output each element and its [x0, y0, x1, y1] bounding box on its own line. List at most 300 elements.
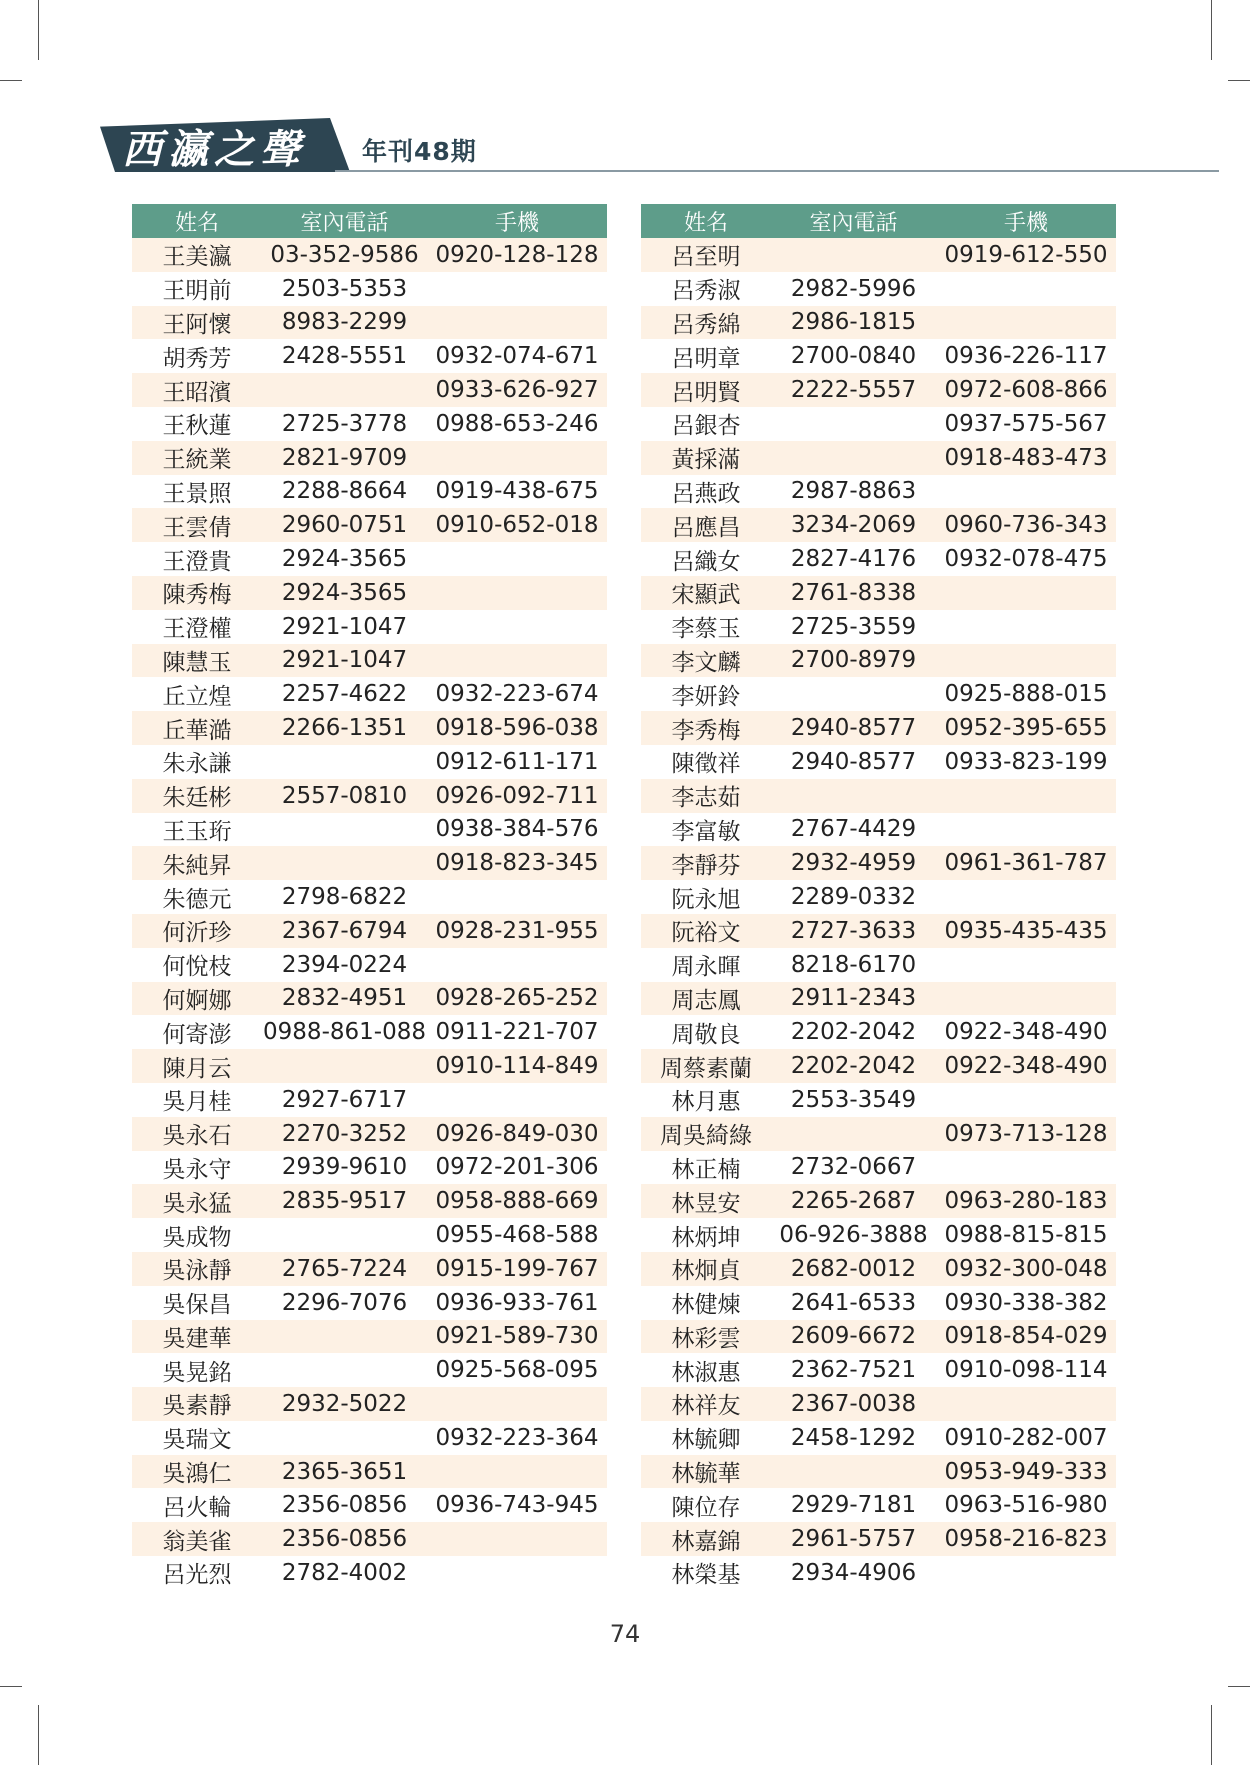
cell-name: 林昱安	[671, 1190, 741, 1217]
cell-mobile	[936, 610, 1116, 644]
cell-mobile	[427, 644, 607, 678]
cell-name: 丘立煌	[162, 683, 232, 710]
cell-mobile	[936, 1387, 1116, 1421]
cell-tel: 2288-8664	[281, 478, 408, 505]
cell-tel: 2921-1047	[281, 647, 408, 674]
cell-name: 李富敏	[671, 818, 741, 845]
table-row	[132, 576, 607, 610]
cell-tel: 2700-8979	[790, 647, 917, 674]
cell-tel: 2257-4622	[281, 681, 408, 708]
cell-name: 呂秀淑	[671, 278, 741, 305]
table-row	[132, 272, 607, 306]
cell-mobile: 0910-114-849	[435, 1053, 599, 1080]
cell-name: 吳月桂	[162, 1089, 232, 1116]
table-row	[132, 846, 607, 880]
cell-tel: 2503-5353	[281, 275, 408, 302]
cell-tel: 2961-5757	[790, 1526, 917, 1553]
cell-name: 李文麟	[671, 649, 741, 676]
cell-name: 丘華澔	[162, 717, 232, 744]
cell-mobile: 0936-226-117	[944, 343, 1108, 370]
crop-mark	[38, 1705, 39, 1765]
cell-mobile: 0918-854-029	[944, 1323, 1108, 1350]
cell-tel: 2782-4002	[281, 1559, 408, 1586]
cell-mobile: 0936-743-945	[435, 1492, 599, 1519]
cell-name: 呂應昌	[671, 514, 741, 541]
table-row	[132, 1556, 607, 1590]
cell-name: 周蔡素蘭	[660, 1055, 752, 1082]
cell-name: 周敬良	[671, 1021, 741, 1048]
table-row	[641, 914, 1116, 948]
table-row	[641, 1488, 1116, 1522]
cell-tel: 2934-4906	[790, 1559, 917, 1586]
cell-tel: 2356-0856	[281, 1492, 408, 1519]
cell-mobile	[427, 1455, 607, 1489]
cell-mobile	[936, 475, 1116, 509]
cell-tel: 2765-7224	[281, 1255, 408, 1282]
page-number: 74	[609, 1620, 641, 1648]
cell-mobile: 0910-282-007	[944, 1424, 1108, 1451]
cell-mobile: 0936-933-761	[435, 1289, 599, 1316]
cell-tel	[262, 745, 427, 779]
table-row	[641, 407, 1116, 441]
table-row	[641, 1320, 1116, 1354]
cell-name: 呂秀綿	[671, 311, 741, 338]
issue-label: 年刊48期	[362, 137, 477, 166]
cell-name: 呂銀杏	[671, 413, 741, 440]
table-row	[132, 948, 607, 982]
table-row	[132, 1387, 607, 1421]
table-row	[132, 1184, 607, 1218]
cell-tel: 2940-8577	[790, 715, 917, 742]
cell-tel: 2727-3633	[790, 917, 917, 944]
cell-mobile: 0955-468-588	[435, 1222, 599, 1248]
cell-mobile	[427, 576, 607, 610]
cell-mobile: 0918-483-473	[944, 444, 1108, 471]
table-row	[132, 644, 607, 678]
cell-mobile: 0958-888-669	[435, 1188, 599, 1215]
table-row	[641, 1218, 1116, 1252]
cell-mobile: 0932-300-048	[944, 1255, 1108, 1282]
cell-name: 翁美雀	[162, 1528, 232, 1555]
table-row	[132, 1218, 607, 1252]
table-row	[641, 711, 1116, 745]
cell-tel: 2266-1351	[281, 715, 408, 742]
cell-mobile: 0932-074-671	[435, 343, 599, 370]
cell-tel: 2798-6822	[281, 884, 408, 911]
cell-name: 王昭濱	[162, 379, 232, 406]
cell-name: 林毓華	[671, 1461, 741, 1488]
cell-mobile: 0963-516-980	[944, 1492, 1108, 1519]
crop-mark	[0, 1686, 22, 1687]
table-row	[132, 982, 607, 1016]
cell-name: 王統業	[162, 447, 232, 474]
cell-name: 吳鴻仁	[162, 1461, 232, 1488]
cell-mobile: 0922-348-490	[944, 1053, 1108, 1080]
cell-name: 王阿懷	[162, 311, 232, 338]
table-row	[132, 711, 607, 745]
cell-name: 呂明賢	[671, 379, 741, 406]
cell-name: 陳位存	[671, 1494, 741, 1521]
table-row	[641, 610, 1116, 644]
cell-name: 呂燕政	[671, 480, 741, 507]
cell-name: 王玉珩	[162, 818, 232, 845]
cell-tel: 2827-4176	[790, 546, 917, 573]
cell-tel: 2725-3559	[790, 613, 917, 640]
cell-name: 吳永守	[162, 1156, 232, 1183]
table-row	[132, 441, 607, 475]
cell-tel: 2270-3252	[281, 1120, 408, 1147]
cell-mobile	[427, 272, 607, 306]
cell-mobile: 0919-612-550	[944, 241, 1108, 268]
cell-tel: 2202-2042	[790, 1019, 917, 1046]
header-tel: 室內電話	[809, 210, 898, 236]
table-row	[132, 508, 607, 542]
cell-name: 林嘉錦	[671, 1528, 741, 1555]
cell-mobile: 0918-823-345	[435, 850, 599, 877]
cell-mobile: 0912-611-171	[435, 748, 599, 775]
cell-mobile: 0918-596-038	[435, 715, 599, 742]
cell-tel: 2362-7521	[790, 1357, 917, 1384]
cell-tel: 2394-0224	[281, 951, 408, 978]
cell-mobile: 0933-626-927	[435, 377, 599, 404]
cell-tel: 2365-3651	[281, 1458, 408, 1485]
table-row	[132, 610, 607, 644]
cell-name: 何悅枝	[162, 954, 232, 981]
cell-name: 吳素靜	[162, 1393, 232, 1420]
cell-tel: 2265-2687	[790, 1188, 917, 1215]
table-row	[641, 846, 1116, 880]
table-row	[132, 880, 607, 914]
table-row	[132, 1320, 607, 1354]
cell-mobile: 0953-949-333	[944, 1458, 1108, 1485]
cell-name: 王澄貴	[162, 548, 232, 575]
cell-mobile: 0963-280-183	[944, 1188, 1108, 1215]
cell-mobile: 0922-348-490	[944, 1019, 1108, 1046]
cell-mobile: 0910-098-114	[944, 1357, 1108, 1384]
cell-name: 何沂珍	[162, 920, 232, 947]
cell-mobile: 0932-078-475	[944, 546, 1108, 573]
cell-tel: 2924-3565	[281, 579, 408, 606]
cell-name: 李秀梅	[671, 717, 741, 744]
cell-name: 朱純昇	[162, 852, 232, 879]
table-row	[641, 1252, 1116, 1286]
cell-tel: 2367-6794	[281, 917, 408, 944]
cell-name: 朱廷彬	[162, 785, 232, 812]
cell-mobile: 0933-823-199	[944, 748, 1108, 775]
table-row	[641, 508, 1116, 542]
cell-name: 吳成物	[162, 1224, 232, 1251]
cell-tel: 8983-2299	[281, 309, 408, 336]
header-mobile: 手機	[1003, 210, 1048, 236]
table-row	[641, 745, 1116, 779]
cell-tel	[771, 1117, 936, 1151]
cell-tel	[262, 846, 427, 880]
cell-tel: 06-926-3888	[779, 1222, 928, 1248]
cell-name: 吳保昌	[162, 1292, 232, 1319]
cell-name: 周志鳳	[671, 987, 741, 1014]
cell-tel: 2761-8338	[790, 579, 917, 606]
cell-mobile	[427, 948, 607, 982]
cell-tel: 2222-5557	[790, 377, 917, 404]
table-row	[132, 1049, 607, 1083]
cell-mobile	[427, 441, 607, 475]
cell-name: 李蔡玉	[671, 616, 741, 643]
table-row	[132, 238, 607, 272]
table-row	[132, 542, 607, 576]
table-row	[641, 576, 1116, 610]
cell-mobile	[427, 880, 607, 914]
cell-tel: 2924-3565	[281, 546, 408, 573]
cell-mobile: 0921-589-730	[435, 1323, 599, 1350]
table-row	[641, 1286, 1116, 1320]
cell-tel: 2557-0810	[281, 782, 408, 809]
cell-mobile: 0988-653-246	[435, 410, 599, 437]
cell-name: 林炯貞	[671, 1258, 741, 1285]
page-header	[100, 110, 1120, 180]
table-row	[641, 1015, 1116, 1049]
cell-tel	[262, 1421, 427, 1455]
cell-tel: 2821-9709	[281, 444, 408, 471]
crop-mark	[1211, 0, 1212, 60]
cell-name: 周永暉	[671, 954, 741, 981]
cell-tel: 2986-1815	[790, 309, 917, 336]
cell-name: 林彩雲	[671, 1325, 741, 1352]
table-row	[132, 1015, 607, 1049]
cell-mobile: 0928-265-252	[435, 985, 599, 1012]
directory-table-left	[132, 204, 607, 1590]
table-row	[132, 779, 607, 813]
cell-tel: 2356-0856	[281, 1526, 408, 1553]
cell-name: 呂光烈	[162, 1562, 232, 1589]
cell-mobile	[936, 948, 1116, 982]
table-header	[641, 204, 1116, 238]
cell-tel	[262, 813, 427, 847]
cell-tel: 2367-0038	[790, 1390, 917, 1417]
cell-tel: 2927-6717	[281, 1086, 408, 1113]
cell-tel: 2929-7181	[790, 1492, 917, 1519]
cell-tel: 2932-4959	[790, 850, 917, 877]
cell-mobile	[427, 1387, 607, 1421]
header-rule	[335, 170, 1219, 172]
cell-name: 王景照	[162, 480, 232, 507]
cell-mobile	[936, 1083, 1116, 1117]
table-row	[641, 272, 1116, 306]
cell-tel: 2289-0332	[790, 884, 917, 911]
cell-name: 林正楠	[671, 1156, 741, 1183]
cell-name: 呂明章	[671, 345, 741, 372]
cell-name: 朱永謙	[162, 751, 232, 778]
table-row	[641, 339, 1116, 373]
cell-name: 林淑惠	[671, 1359, 741, 1386]
table-row	[132, 475, 607, 509]
table-row	[132, 677, 607, 711]
table-row	[641, 373, 1116, 407]
table-row	[641, 542, 1116, 576]
cell-mobile	[427, 306, 607, 340]
table-row	[641, 779, 1116, 813]
cell-mobile	[936, 306, 1116, 340]
cell-tel: 2982-5996	[790, 275, 917, 302]
table-row	[641, 475, 1116, 509]
crop-mark	[1228, 80, 1250, 81]
cell-mobile: 0920-128-128	[435, 241, 599, 268]
table-row	[641, 813, 1116, 847]
header-mobile: 手機	[494, 210, 539, 236]
cell-tel: 2767-4429	[790, 816, 917, 843]
cell-name: 陳徵祥	[671, 751, 741, 778]
cell-tel: 2960-0751	[281, 512, 408, 539]
cell-tel	[771, 1455, 936, 1489]
table-row	[641, 1049, 1116, 1083]
crop-mark	[0, 80, 22, 81]
cell-name: 吳泳靜	[162, 1258, 232, 1285]
cell-mobile: 0958-216-823	[944, 1526, 1108, 1553]
cell-tel	[771, 779, 936, 813]
cell-mobile	[427, 542, 607, 576]
table-row	[641, 238, 1116, 272]
cell-name: 王明前	[162, 278, 232, 305]
cell-mobile	[936, 1556, 1116, 1590]
cell-name: 林月惠	[671, 1089, 741, 1116]
table-row	[641, 1455, 1116, 1489]
cell-mobile	[427, 610, 607, 644]
cell-name: 陳秀梅	[162, 582, 232, 609]
cell-mobile	[427, 1083, 607, 1117]
table-row	[132, 407, 607, 441]
cell-mobile: 0932-223-364	[435, 1424, 599, 1451]
cell-tel: 2458-1292	[790, 1424, 917, 1451]
cell-name: 林祥友	[671, 1393, 741, 1420]
cell-tel	[262, 1353, 427, 1387]
cell-mobile	[936, 644, 1116, 678]
directory-table-right	[641, 204, 1116, 1590]
cell-name: 吳瑞文	[162, 1427, 232, 1454]
cell-name: 阮裕文	[671, 920, 741, 947]
table-row	[641, 1522, 1116, 1556]
cell-tel: 2911-2343	[790, 985, 917, 1012]
cell-mobile: 0926-092-711	[435, 782, 599, 809]
cell-name: 阮永旭	[671, 886, 741, 913]
cell-tel: 2940-8577	[790, 748, 917, 775]
cell-mobile: 0930-338-382	[944, 1289, 1108, 1316]
table-row	[641, 1117, 1116, 1151]
table-row	[641, 1083, 1116, 1117]
table-row	[132, 1488, 607, 1522]
table-row	[641, 1184, 1116, 1218]
cell-mobile: 0960-736-343	[944, 512, 1108, 539]
cell-tel	[262, 373, 427, 407]
cell-name: 王美瀛	[162, 244, 232, 271]
cell-mobile: 0973-713-128	[944, 1120, 1108, 1147]
table-row	[132, 373, 607, 407]
cell-name: 林健煉	[671, 1292, 741, 1319]
crop-mark	[1228, 1686, 1250, 1687]
cell-mobile: 0961-361-787	[944, 850, 1108, 877]
cell-tel: 2987-8863	[790, 478, 917, 505]
cell-name: 何寄澎	[162, 1021, 232, 1048]
cell-name: 吳晃銘	[162, 1359, 232, 1386]
cell-tel	[771, 677, 936, 711]
table-row	[132, 339, 607, 373]
cell-name: 陳慧玉	[162, 649, 232, 676]
table-row	[641, 1556, 1116, 1590]
cell-name: 林炳坤	[671, 1224, 741, 1251]
table-row	[641, 1421, 1116, 1455]
cell-name: 呂織女	[671, 548, 741, 575]
cell-mobile	[936, 880, 1116, 914]
table-row	[132, 813, 607, 847]
cell-name: 黃採滿	[671, 447, 741, 474]
cell-name: 呂火輪	[162, 1494, 232, 1521]
cell-mobile: 0952-395-655	[944, 715, 1108, 742]
cell-tel: 2700-0840	[790, 343, 917, 370]
table-row	[132, 1455, 607, 1489]
cell-tel: 2553-3549	[790, 1086, 917, 1113]
crop-mark	[38, 0, 39, 60]
cell-tel: 2609-6672	[790, 1323, 917, 1350]
cell-mobile	[936, 1151, 1116, 1185]
cell-tel	[262, 1320, 427, 1354]
cell-name: 李志茹	[671, 785, 741, 812]
cell-name: 王雲倩	[162, 514, 232, 541]
cell-mobile	[936, 272, 1116, 306]
table-row	[132, 1252, 607, 1286]
cell-name: 胡秀芳	[162, 345, 232, 372]
table-row	[641, 441, 1116, 475]
cell-tel	[771, 238, 936, 272]
header-tel: 室內電話	[300, 210, 389, 236]
cell-mobile	[936, 779, 1116, 813]
cell-mobile: 0988-815-815	[944, 1222, 1108, 1248]
table-row	[132, 1083, 607, 1117]
table-row	[641, 948, 1116, 982]
cell-tel	[262, 1049, 427, 1083]
cell-tel: 0988-861-088	[263, 1019, 426, 1046]
table-row	[641, 1387, 1116, 1421]
cell-name: 何婀娜	[162, 987, 232, 1014]
cell-tel: 2682-0012	[790, 1255, 917, 1282]
cell-mobile: 0915-199-767	[435, 1255, 599, 1282]
table-row	[132, 1522, 607, 1556]
table-row	[641, 1151, 1116, 1185]
cell-mobile: 0911-221-707	[435, 1019, 599, 1046]
cell-name: 李靜芬	[671, 852, 741, 879]
cell-tel	[771, 441, 936, 475]
cell-name: 周吳綺綠	[660, 1123, 752, 1150]
cell-tel: 2428-5551	[281, 343, 408, 370]
cell-mobile: 0925-568-095	[435, 1357, 599, 1384]
cell-tel: 2835-9517	[281, 1188, 408, 1215]
cell-name: 朱德元	[162, 886, 232, 913]
cell-mobile: 0919-438-675	[435, 478, 599, 505]
cell-name: 吳建華	[162, 1325, 232, 1352]
table-row	[132, 1353, 607, 1387]
cell-name: 吳永石	[162, 1123, 232, 1150]
cell-mobile: 0926-849-030	[435, 1120, 599, 1147]
cell-mobile: 0935-435-435	[944, 917, 1108, 944]
cell-name: 林毓卿	[671, 1427, 741, 1454]
table-row	[641, 982, 1116, 1016]
cell-tel: 2725-3778	[281, 410, 408, 437]
cell-mobile: 0972-608-866	[944, 377, 1108, 404]
cell-tel: 2732-0667	[790, 1154, 917, 1181]
cell-name: 吳永猛	[162, 1190, 232, 1217]
table-row	[641, 306, 1116, 340]
cell-tel: 03-352-9586	[270, 241, 419, 268]
table-row	[132, 306, 607, 340]
cell-mobile: 0925-888-015	[944, 681, 1108, 708]
cell-name: 王秋蓮	[162, 413, 232, 440]
